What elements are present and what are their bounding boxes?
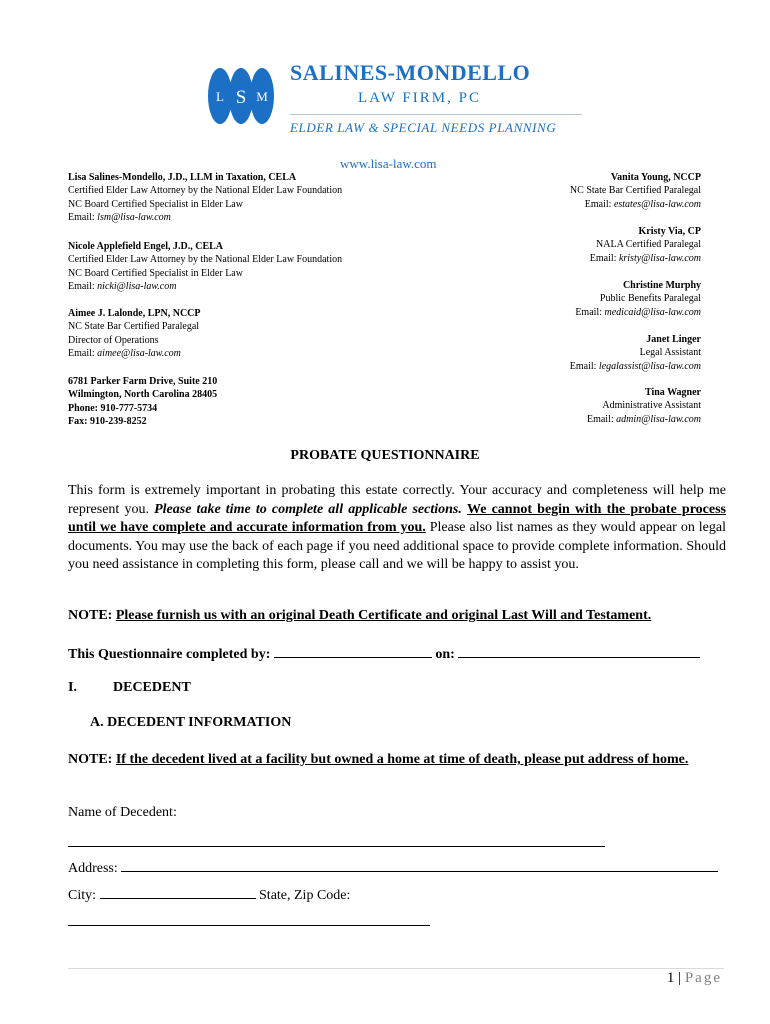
note-death-certificate: NOTE: Please furnish us with an original Death Certificate and original Last Will and Testament. [68, 608, 652, 623]
staff-name: Aimee J. Lalonde, LPN, NCCP [68, 308, 201, 319]
staff-email-link[interactable]: lsm@lisa-law.com [97, 212, 171, 224]
staff-credential: NC Board Certified Specialist in Elder Law [68, 267, 243, 279]
city-state-row [68, 886, 350, 904]
staff-entry-linger: Janet Linger Legal Assistant Email: legalassist@lisa-law.com [569, 334, 701, 372]
office-city: Wilmington, North Carolina 28405 [68, 389, 218, 401]
staff-entry-young: Vanita Young, NCCP NC State Bar Certified Paralegal Email: estates@lisa-law.com [569, 172, 701, 210]
city-label: City: [68, 888, 97, 903]
letterhead-divider [290, 114, 582, 115]
staff-role: NALA Certified Paralegal [596, 239, 701, 251]
name-of-decedent-label: Name of Decedent: [68, 805, 177, 820]
staff-name: Tina Wagner [644, 387, 701, 398]
completed-by-label: This Questionnaire completed by: [68, 647, 271, 662]
intro-paragraph: This form is extremely important in probating this estate correctly. Your accuracy and completeness will help me represent you. Please take time to complete all applicable sections. We cannot begin with the probate process until we have complete and accurate information from you. Please also list names as they would appear on legal documents. You may use the back of each page if you need additional space to provide complete information. Should you need assistance in completing this form, please call and we will be happy to assist you. [68, 483, 726, 572]
staff-role: Public Benefits Paralegal [599, 293, 701, 305]
logo-letter-l: L [216, 89, 224, 104]
office-street: 6781 Parker Farm Drive, Suite 210 [68, 376, 218, 387]
state-zip-field[interactable] [68, 925, 430, 926]
form-title: PROBATE QUESTIONNAIRE [290, 448, 480, 463]
staff-credential: Director of Operations [68, 334, 159, 346]
firm-subtitle: LAW FIRM, PC [358, 90, 481, 106]
staff-name: Nicole Applefield Engel, J.D., CELA [68, 241, 224, 252]
staff-entry-murphy: Christine Murphy Public Benefits Paralegal Email: medicaid@lisa-law.com [575, 280, 701, 318]
staff-name: Kristy Via, CP [638, 226, 701, 237]
page-separator: | [678, 970, 682, 986]
staff-name: Vanita Young, NCCP [610, 172, 701, 183]
name-of-decedent-field[interactable] [68, 846, 605, 847]
staff-entry-lalonde: Aimee J. Lalonde, LPN, NCCP NC State Bar Certified Paralegal Director of Operations Email: aimee@lisa-law.com [68, 308, 201, 360]
staff-email-link[interactable]: estates@lisa-law.com [613, 198, 701, 210]
note-facility: NOTE: If the decedent lived at a facility but owned a home at time of death, please put address of home. [68, 752, 689, 767]
state-zip-label: State, Zip Code: [259, 888, 351, 903]
staff-entry-via: Kristy Via, CP NALA Certified Paralegal Email: kristy@lisa-law.com [589, 226, 701, 264]
page-label: Page [684, 970, 722, 986]
staff-email-link[interactable]: legalassist@lisa-law.com [598, 360, 701, 372]
firm-name: SALINES-MONDELLO [290, 60, 531, 85]
staff-credential: NC Board Certified Specialist in Elder Law [68, 198, 243, 210]
address-label: Address: [68, 861, 118, 876]
firm-tagline: ELDER LAW & SPECIAL NEEDS PLANNING [290, 120, 557, 135]
staff-credential: Certified Elder Law Attorney by the National Elder Law Foundation [68, 185, 343, 197]
section-title: DECEDENT [113, 680, 191, 695]
staff-name: Lisa Salines-Mondello, J.D., LLM in Taxation, CELA [68, 172, 297, 183]
office-address [68, 375, 217, 429]
staff-entry-wagner: Tina Wagner Administrative Assistant Email: admin@lisa-law.com [586, 387, 701, 425]
website-link[interactable]: www.lisa-law.com [340, 156, 437, 171]
footer-divider [68, 968, 724, 969]
staff-email-link[interactable]: aimee@lisa-law.com [97, 348, 181, 360]
address-field[interactable] [121, 859, 718, 872]
completed-date-field[interactable] [458, 645, 700, 658]
intro-emphasis: Please take time to complete all applicable sections. [154, 501, 462, 517]
logo-letter-s: S [235, 87, 247, 108]
staff-name: Christine Murphy [622, 280, 701, 291]
address-row [68, 859, 718, 877]
logo-letter-m: M [256, 89, 268, 104]
completed-by-row [68, 645, 700, 663]
page-number: 1 [666, 970, 675, 986]
subsection-title: A. DECEDENT INFORMATION [90, 715, 292, 730]
staff-credential: Certified Elder Law Attorney by the National Elder Law Foundation [68, 254, 343, 266]
page-footer [667, 970, 722, 987]
staff-email-link[interactable]: nicki@lisa-law.com [97, 281, 177, 293]
staff-email-link[interactable]: medicaid@lisa-law.com [604, 306, 701, 318]
completed-by-field[interactable] [274, 645, 432, 658]
office-fax: Fax: 910-239-8252 [68, 416, 147, 428]
section-number: I. [68, 680, 77, 695]
staff-credential: NC State Bar Certified Paralegal [68, 321, 200, 333]
staff-email-link[interactable]: kristy@lisa-law.com [618, 252, 701, 264]
staff-name: Janet Linger [646, 334, 701, 345]
staff-role: Legal Assistant [639, 347, 701, 359]
intro-warning: We cannot begin with the probate process until we have complete and accurate information from you. [68, 501, 726, 535]
staff-entry-engel: Nicole Applefield Engel, J.D., CELA Certified Elder Law Attorney by the National Elder Law Foundation NC Board Certified Specialist in Elder Law Email: nicki@lisa-law.com [68, 241, 343, 293]
firm-logo [206, 66, 276, 126]
staff-entry-lsm: Lisa Salines-Mondello, J.D., LLM in Taxation, CELA Certified Elder Law Attorney by the National Elder Law Foundation NC Board Certified Specialist in Elder Law Email: lsm@lisa-law.com [68, 172, 343, 224]
staff-role: NC State Bar Certified Paralegal [569, 185, 701, 197]
city-field[interactable] [100, 886, 256, 899]
completed-on-label: on: [435, 647, 455, 662]
office-phone: Phone: 910-777-5734 [68, 402, 158, 414]
staff-email-link[interactable]: admin@lisa-law.com [616, 413, 701, 425]
staff-role: Administrative Assistant [602, 400, 701, 412]
